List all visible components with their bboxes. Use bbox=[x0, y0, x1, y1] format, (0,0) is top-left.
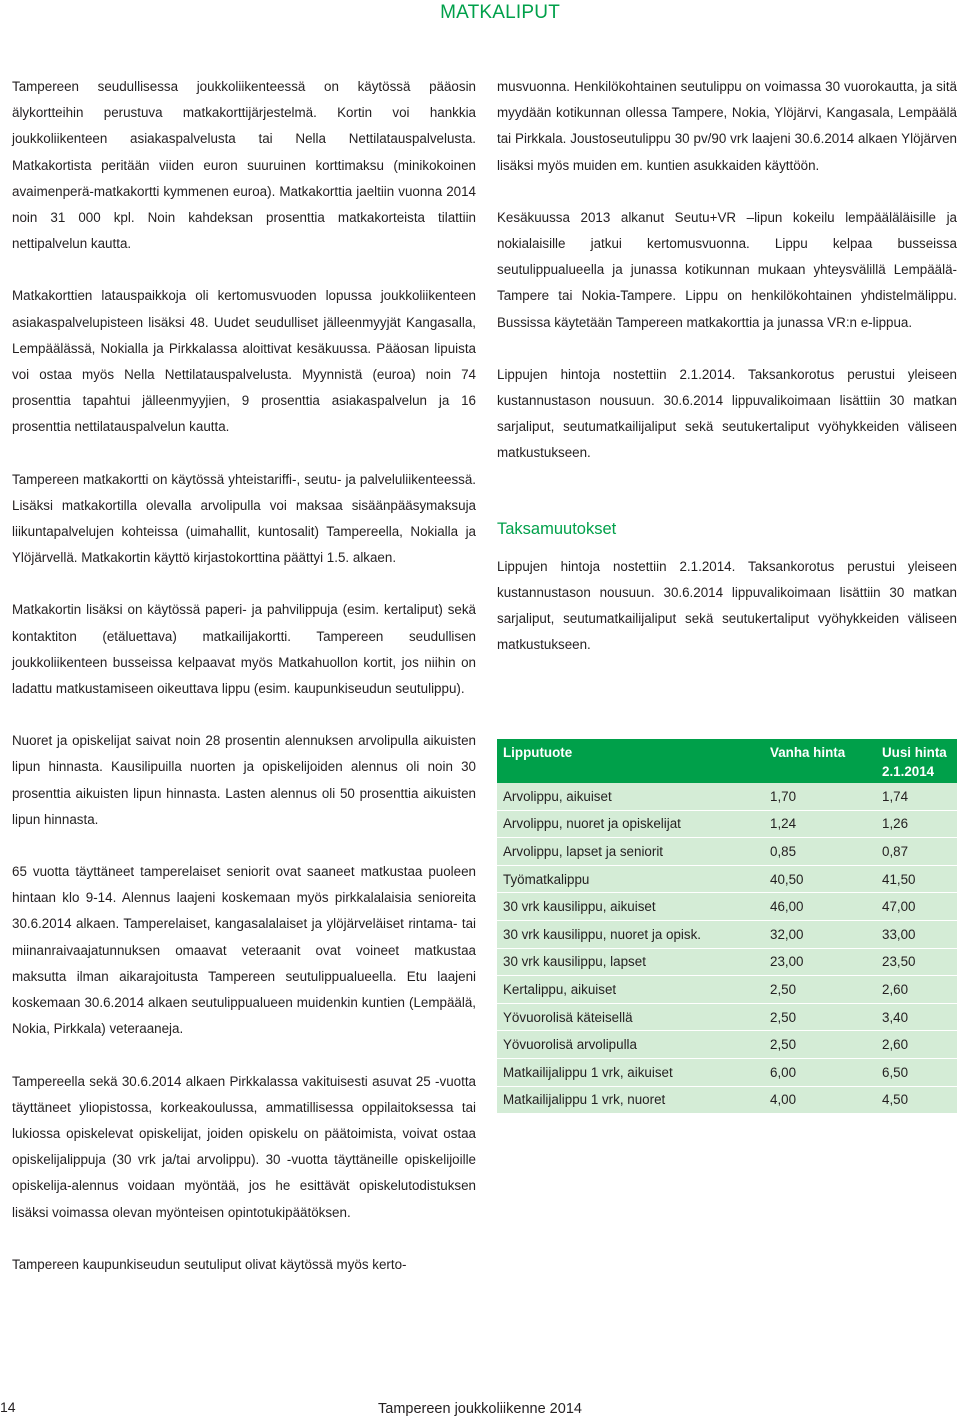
paragraph-regional-tickets: Tampereen kaupunkiseudun seutuliput olivat käytössä myös kerto- bbox=[12, 1256, 407, 1272]
paragraph-price-increase-repeat: Lippujen hintoja nostettiin 2.1.2014. Taksankorotus perustui yleiseen kustannustason nousuun. 30.6.2014 lippuvalikoimaan lisättiin 30 matkan sarjaliput, seutumatkailijaliput sekä seutukertaliput vyöhykkeiden väliseen matkustukseen. bbox=[497, 558, 957, 653]
ticket-product-cell: Arvolippu, aikuiset bbox=[497, 783, 758, 810]
ticket-product-cell: 30 vrk kausilippu, nuoret ja opisk. bbox=[497, 920, 758, 948]
old-price-cell: 0,85 bbox=[758, 838, 870, 866]
table-row bbox=[497, 783, 957, 810]
ticket-product-cell: 30 vrk kausilippu, aikuiset bbox=[497, 893, 758, 921]
new-price-cell: 6,50 bbox=[870, 1058, 957, 1086]
old-price-cell: 32,00 bbox=[758, 920, 870, 948]
header-new-price: Uusi hinta 2.1.2014 bbox=[870, 739, 957, 783]
ticket-product-cell: Arvolippu, nuoret ja opiskelijat bbox=[497, 810, 758, 838]
paragraph-loading-points: Matkakorttien latauspaikkoja oli kertomusvuoden lopussa joukkoliikenteen asiakaspalvelupisteen lisäksi 48. Uudet seudulliset jälleenmyyjät Kangasalla, Lempäälässä, Nokialla ja Pirkkalassa aloittivat kesäkuussa. Pääosan lipuista voi ostaa myös Nella Nettilatauspalvelusta. Myynnistä (euroa) noin 74 prosenttia tapahtui jälleenmyyjien, 9 prosenttia asiakaspalvelun ja 16 prosenttia nettilatauspalvelun kautta. bbox=[12, 288, 476, 435]
old-price-cell: 40,50 bbox=[758, 865, 870, 893]
ticket-product-cell: Arvolippu, lapset ja seniorit bbox=[497, 838, 758, 866]
old-price-cell: 2,50 bbox=[758, 976, 870, 1004]
new-price-cell: 4,50 bbox=[870, 1086, 957, 1114]
paragraph-card-usage: Tampereen matkakortti on käytössä yhteistariffi-, seutu- ja palveluliikenteessä. Lisäksi matkakortilla olevalla arvolipulla voi maksaa sisäänpääsymaksuja liikuntapalvelujen kohteissa (uimahallit, kuntosalit) Tampereella, Nokialla ja Ylöjärvellä. Matkakortin käyttö kirjastokorttina päättyi 1.5. alkaen. bbox=[12, 471, 476, 566]
old-price-cell: 46,00 bbox=[758, 893, 870, 921]
table-row bbox=[497, 948, 957, 976]
fare-price-table bbox=[497, 739, 957, 1114]
page-number: 14 bbox=[0, 1399, 16, 1415]
ticket-product-cell: Kertalippu, aikuiset bbox=[497, 976, 758, 1004]
paragraph-student-tickets: Tampereella sekä 30.6.2014 alkaen Pirkkalassa vakituisesti asuvat 25 -vuotta täyttäneet yliopistossa, korkeakoulussa, ammatillisessa oppilaitoksessa tai lukiossa opiskelevat opiskelijat, joiden opiskelu on päätoimista, voivat ostaa opiskelijalippuja (30 vrk ja/tai arvolippu). 30 -vuotta täyttäneille opiskelijoille opiskelija-alennus voidaan myöntää, jos he esittävät opiskelutodistuksen lisäksi voimassa olevan myönteisen opintotukipäätöksen. bbox=[12, 1073, 476, 1220]
ticket-product-cell: Matkailijalippu 1 vrk, nuoret bbox=[497, 1086, 758, 1114]
new-price-cell: 3,40 bbox=[870, 1003, 957, 1031]
new-price-cell: 1,26 bbox=[870, 810, 957, 838]
old-price-cell: 2,50 bbox=[758, 1031, 870, 1059]
ticket-product-cell: Työmatkalippu bbox=[497, 865, 758, 893]
table-row bbox=[497, 893, 957, 921]
paragraph-seutu-vr-ticket: Kesäkuussa 2013 alkanut Seutu+VR –lipun kokeilu lempääläläisille ja nokialaisille jatkui kertomusvuonna. Lippu kelpaa busseissa seutulippualueella ja junassa kotikunnan mukaan yhteysvälillä Lempäälä-Tampere tai Nokia-Tampere. Lippu on henkilökohtainen yhdistelmälippu. Bussissa käytetään Tampereen matkakorttia ja junassa VR:n e-lippua. bbox=[497, 209, 957, 330]
ticket-product-cell: Yövuorolisä arvolipulla bbox=[497, 1031, 758, 1059]
table-row bbox=[497, 1058, 957, 1086]
new-price-cell: 41,50 bbox=[870, 865, 957, 893]
table-row bbox=[497, 920, 957, 948]
table-row bbox=[497, 1031, 957, 1059]
header-old-price: Vanha hinta bbox=[758, 739, 870, 783]
new-price-cell: 2,60 bbox=[870, 1031, 957, 1059]
subheading-taksamuutokset: Taksamuutokset bbox=[497, 519, 617, 538]
table-header-row bbox=[497, 739, 957, 783]
table-row bbox=[497, 838, 957, 866]
old-price-cell: 23,00 bbox=[758, 948, 870, 976]
ticket-product-cell: Yövuorolisä käteisellä bbox=[497, 1003, 758, 1031]
left-text-column bbox=[12, 74, 476, 1278]
paragraph-personal-regional-ticket: musvuonna. Henkilökohtainen seutulippu on voimassa 30 vuorokautta, ja sitä myydään kotikunnan ollessa Tampere, Nokia, Ylöjärvi, Kangasala, Lempäälä tai Pirkkala. Joustoseutulippu 30 pv/90 vrk laajeni 30.6.2014 alkaen Ylöjärven lisäksi myös muiden em. kuntien asukkaiden käyttöön. bbox=[497, 79, 957, 173]
right-text-column bbox=[497, 74, 957, 658]
new-price-cell: 0,87 bbox=[870, 838, 957, 866]
table-row bbox=[497, 976, 957, 1004]
new-price-cell: 47,00 bbox=[870, 893, 957, 921]
table-row bbox=[497, 810, 957, 838]
table-row bbox=[497, 1003, 957, 1031]
old-price-cell: 2,50 bbox=[758, 1003, 870, 1031]
paragraph-youth-discounts: Nuoret ja opiskelijat saivat noin 28 prosentin alennuksen arvolipulla aikuisten lipun hinnasta. Kausilipuilla nuorten ja opiskelijoiden alennus oli noin 30 prosenttia aikuisten lipun hinnasta. Lasten alennus oli 50 prosenttia aikuisten lipun hinnasta. bbox=[12, 733, 476, 827]
old-price-cell: 4,00 bbox=[758, 1086, 870, 1114]
paragraph-smart-card-system: Tampereen seudullisessa joukkoliikenteessä on käytössä pääosin älykortteihin perustuva matkakorttijärjestelmä. Kortin voi hankkia joukkoliikenteen asiakaspalvelusta tai Nella Nettilatauspalvelusta. Matkakortista peritään viiden euron suuruinen korttimaksu (minikokoinen avaimenperä-matkakortti kymmenen euroa). Matkakorttia jaeltiin vuonna 2014 noin 31 000 kpl. Noin kahdeksan prosenttia matkakorteista tilattiin nettipalvelun kautta. bbox=[12, 79, 476, 252]
publication-title: Tampereen joukkoliikenne 2014 bbox=[378, 1401, 582, 1417]
old-price-cell: 6,00 bbox=[758, 1058, 870, 1086]
old-price-cell: 1,70 bbox=[758, 783, 870, 810]
table-row bbox=[497, 865, 957, 893]
new-price-cell: 33,00 bbox=[870, 920, 957, 948]
paragraph-seniors-veterans: 65 vuotta täyttäneet tamperelaiset seniorit ovat saaneet matkustaa puoleen hintaan klo 9-14. Alennus laajeni koskemaan myös pirkkalalaisia senioreita 30.6.2014 alkaen. Tamperelaiset, kangasalalaiset ja ylöjärveläiset rintama- tai miinanraivaajatunnuksen omaavat veteraanit ovat voineet matkustaa maksutta ilman aikarajoitusta Tampereen seutulippualueella. Etu laajeni koskemaan 30.6.2014 alkaen seutulippualueen muidenkin kuntien (Lempäälä, Nokia, Pirkkala) veteraaneja. bbox=[12, 864, 476, 1037]
table-row bbox=[497, 1086, 957, 1114]
old-price-cell: 1,24 bbox=[758, 810, 870, 838]
paragraph-price-increase: Lippujen hintoja nostettiin 2.1.2014. Taksankorotus perustui yleiseen kustannustason nousuun. 30.6.2014 lippuvalikoimaan lisättiin 30 matkan sarjaliput, seutumatkailijaliput sekä seutukertaliput vyöhykkeiden väliseen matkustukseen. bbox=[497, 366, 957, 461]
ticket-product-cell: 30 vrk kausilippu, lapset bbox=[497, 948, 758, 976]
header-ticket-product: Lipputuote bbox=[497, 739, 758, 783]
paragraph-paper-tickets: Matkakortin lisäksi on käytössä paperi- ja pahvilippuja (esim. kertaliput) sekä kontaktiton (etäluettava) matkailijakortti. Tampereen seudullisen joukkoliikenteen busseissa kelpaavat myös Matkahuollon kortit, jos niihin on ladattu matkustamiseen oikeuttava lippu (esim. kaupunkiseudun seutulippu). bbox=[12, 602, 476, 697]
new-price-cell: 1,74 bbox=[870, 783, 957, 810]
ticket-product-cell: Matkailijalippu 1 vrk, aikuiset bbox=[497, 1058, 758, 1086]
new-price-cell: 2,60 bbox=[870, 976, 957, 1004]
section-title: MATKALIPUT bbox=[440, 2, 560, 23]
new-price-cell: 23,50 bbox=[870, 948, 957, 976]
